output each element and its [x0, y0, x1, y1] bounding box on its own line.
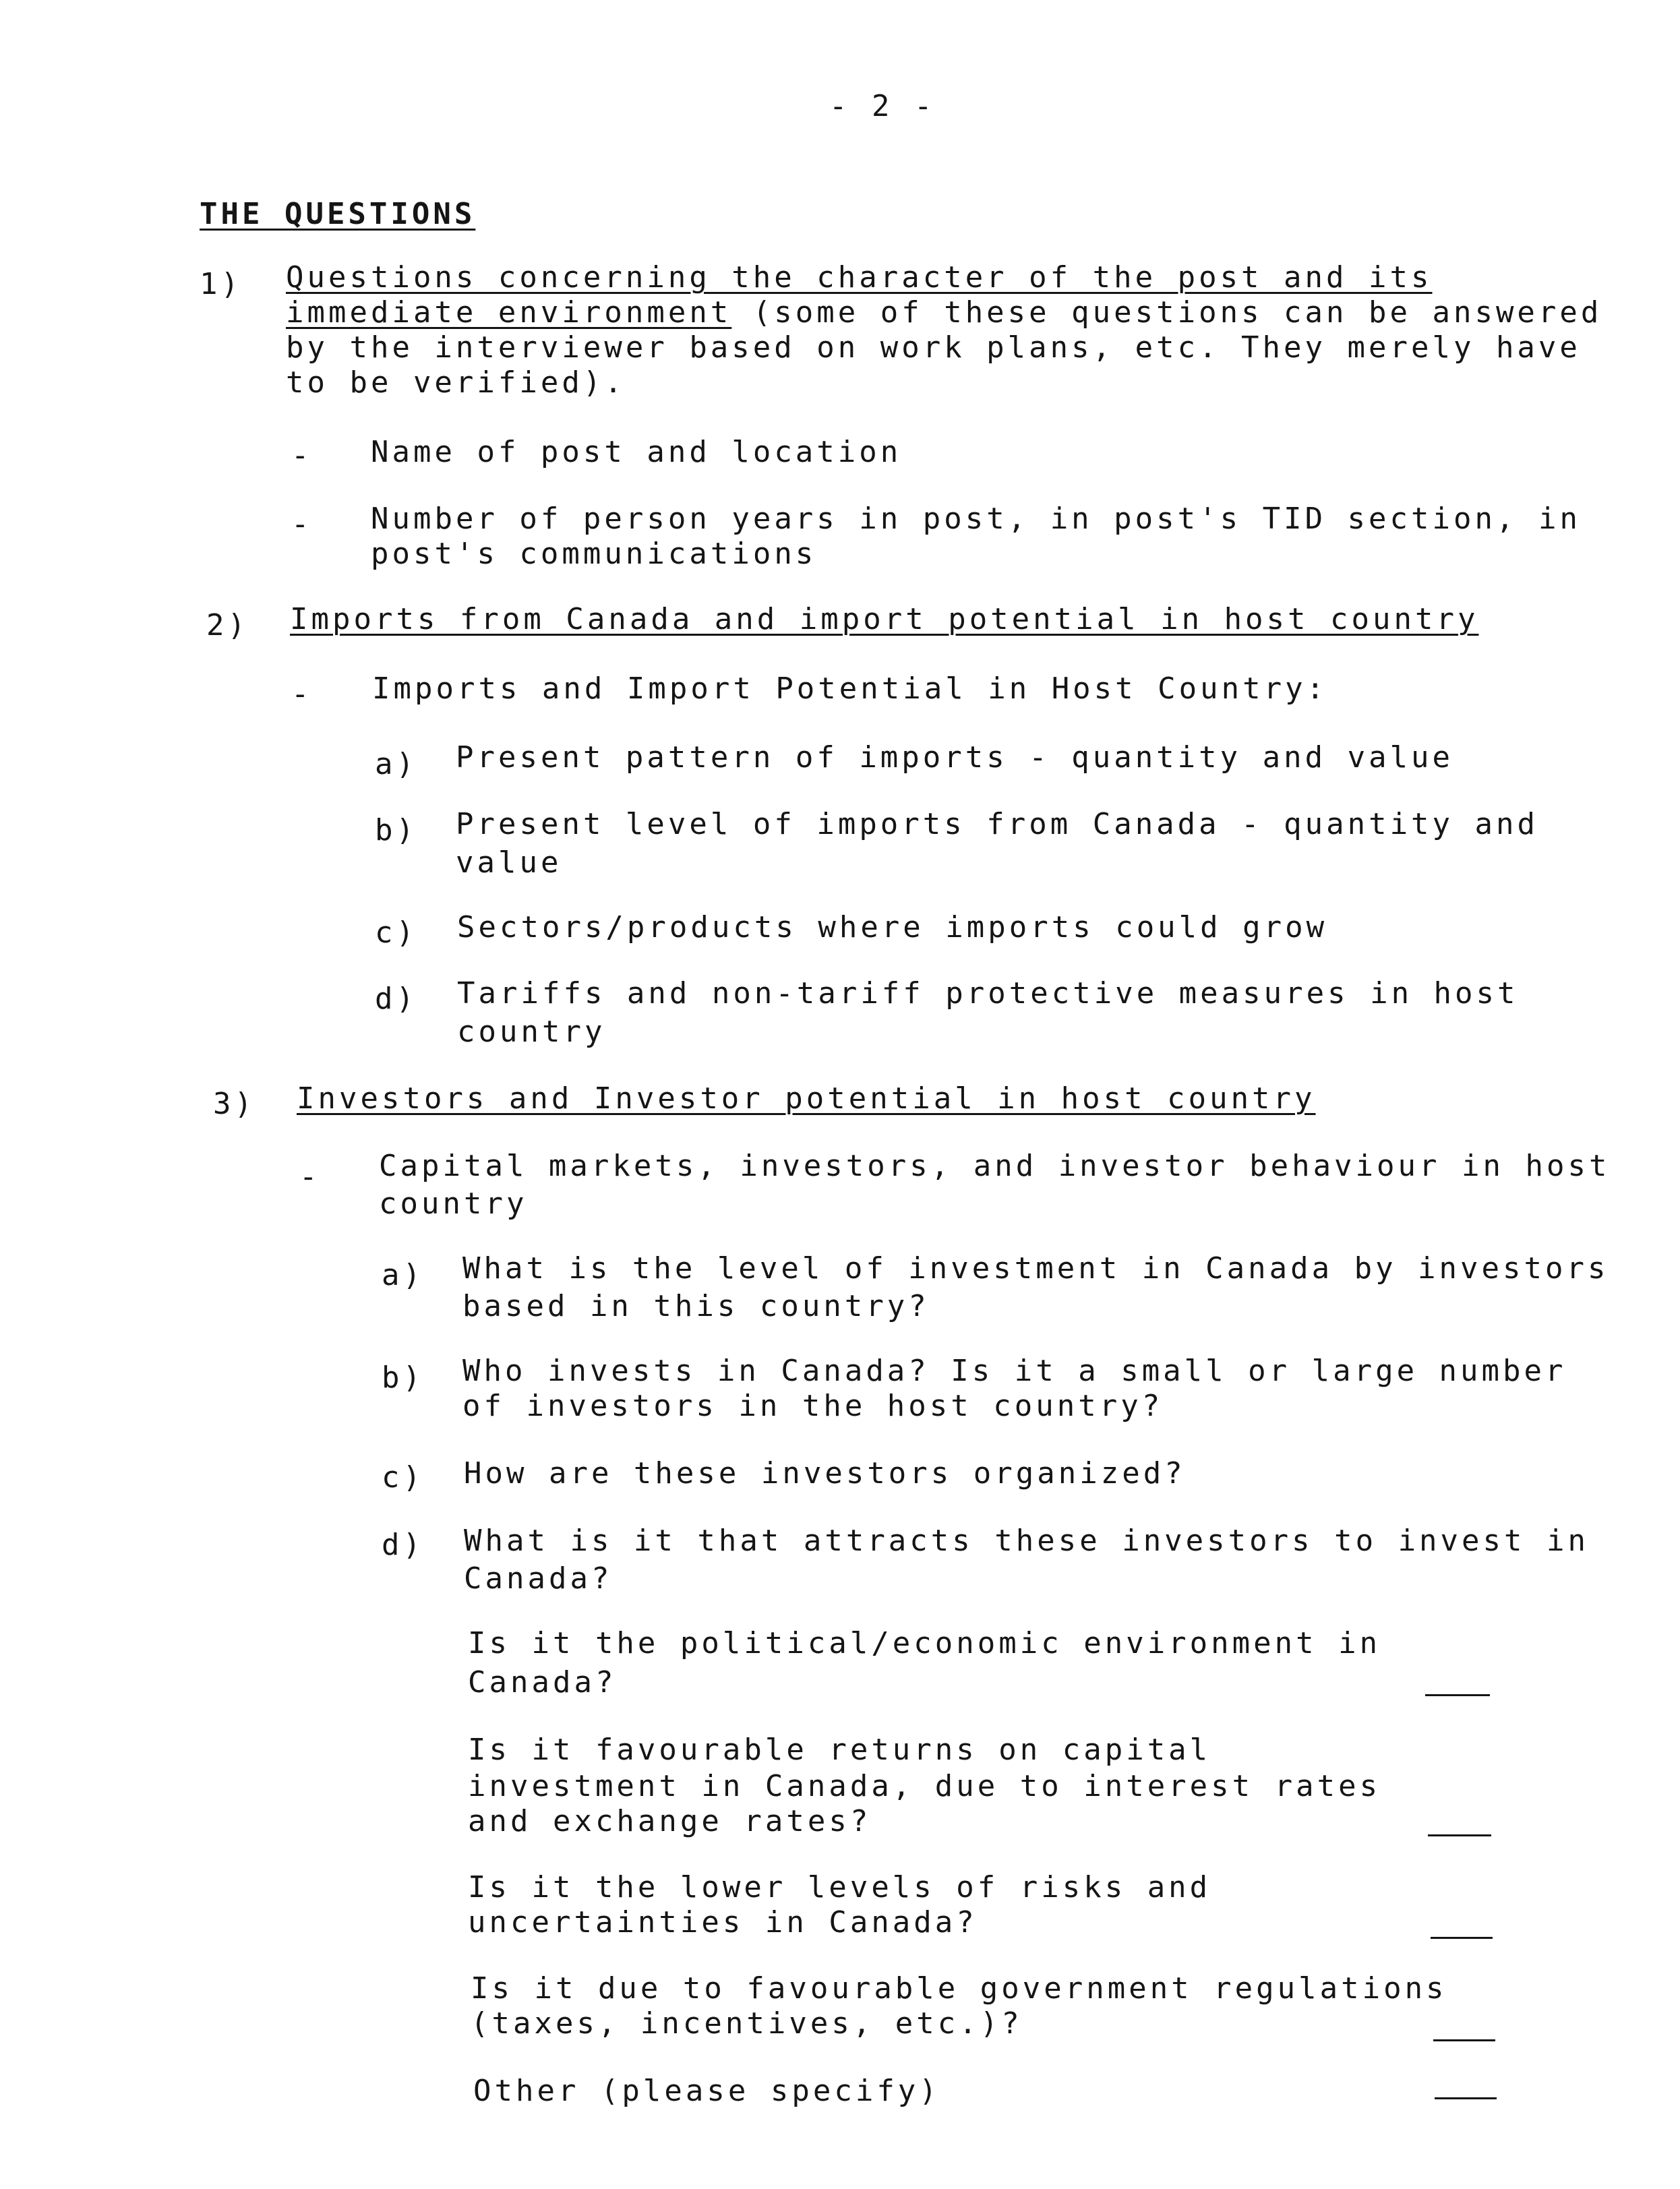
bullet-dash: -: [291, 438, 313, 473]
section-1-bullet-2-line-2: post's communications: [371, 537, 817, 571]
page-heading: THE QUESTIONS: [200, 197, 476, 231]
section-2-number: 2): [206, 608, 249, 642]
bullet-dash: -: [291, 677, 313, 711]
section-3-item-d-line-2: Canada?: [464, 1561, 613, 1596]
section-1-title-line-2: [286, 295, 1602, 330]
item-label-a: a): [375, 747, 417, 781]
section-3-bullet-line-1: Capital markets, investors, and investor behaviour in host: [379, 1149, 1611, 1183]
item-label-b: b): [382, 1360, 424, 1395]
checklist-item-1-line-2: Canada?: [468, 1665, 617, 1700]
checklist-blank-2[interactable]: [1428, 1834, 1491, 1836]
checklist-blank-4[interactable]: [1433, 2039, 1495, 2041]
section-2-item-d-line-1: Tariffs and non-tariff protective measures in host: [457, 976, 1519, 1011]
item-label-b: b): [375, 813, 417, 847]
item-label-d: d): [375, 982, 417, 1016]
checklist-item-2-line-1: Is it favourable returns on capital: [468, 1733, 1211, 1767]
section-2-item-b-line-1: Present level of imports from Canada - quantity and: [456, 807, 1539, 841]
page-number: - 2 -: [829, 89, 936, 123]
section-3-number: 3): [213, 1087, 256, 1121]
checklist-item-1-line-1: Is it the political/economic environment in: [468, 1626, 1381, 1660]
section-1-line-4: to be verified).: [286, 365, 626, 400]
section-1-number: 1): [200, 267, 242, 301]
bullet-dash: -: [291, 507, 313, 541]
section-1-bullet-2-line-1: Number of person years in post, in post's TID section, in: [371, 502, 1581, 536]
checklist-item-3-line-1: Is it the lower levels of risks and: [468, 1870, 1211, 1905]
checklist-blank-1[interactable]: [1425, 1694, 1490, 1696]
section-1-bullet-1: Name of post and location: [371, 435, 902, 469]
section-2-item-c: Sectors/products where imports could grow: [457, 910, 1328, 944]
section-2-bullet: Imports and Import Potential in Host Country:: [372, 671, 1328, 706]
checklist-item-4-line-2: (taxes, incentives, etc.)?: [471, 2006, 1023, 2041]
section-1-note: (some of these questions can be answered: [731, 295, 1602, 330]
section-3-item-c: How are these investors organized?: [464, 1456, 1186, 1491]
section-3-bullet-line-2: country: [379, 1187, 528, 1221]
checklist-blank-5[interactable]: [1435, 2097, 1497, 2099]
item-label-d: d): [382, 1528, 424, 1562]
section-3-item-a-line-1: What is the level of investment in Canada by investors: [462, 1251, 1609, 1286]
section-2-title: Imports from Canada and import potential in host country: [290, 602, 1479, 636]
checklist-blank-3[interactable]: [1431, 1937, 1493, 1939]
section-3-item-b-line-1: Who invests in Canada? Is it a small or large number: [462, 1354, 1567, 1388]
item-label-c: c): [375, 916, 417, 950]
bullet-dash: -: [299, 1160, 321, 1194]
checklist-item-4-line-1: Is it due to favourable government regulations: [471, 1971, 1447, 2006]
section-3-title: Investors and Investor potential in host country: [297, 1081, 1316, 1116]
checklist-item-5: Other (please specify): [473, 2074, 940, 2108]
section-2-item-b-line-2: value: [456, 845, 562, 880]
section-2-item-d-line-2: country: [457, 1015, 606, 1049]
section-1-title-underlined: immediate environment: [286, 295, 732, 330]
section-1-line-3: by the interviewer based on work plans, etc. They merely have: [286, 330, 1581, 365]
section-1-title-line-1: Questions concerning the character of the post and its: [286, 260, 1433, 295]
item-label-a: a): [382, 1258, 424, 1292]
section-2-item-a: Present pattern of imports - quantity and value: [456, 740, 1454, 775]
section-3-item-d-line-1: What is it that attracts these investors to invest in: [464, 1524, 1589, 1558]
checklist-item-2-line-3: and exchange rates?: [468, 1804, 872, 1838]
section-3-item-a-line-2: based in this country?: [462, 1289, 930, 1323]
checklist-item-3-line-2: uncertainties in Canada?: [468, 1905, 978, 1940]
checklist-item-2-line-2: investment in Canada, due to interest rates: [468, 1769, 1381, 1803]
section-3-item-b-line-2: of investors in the host country?: [462, 1389, 1164, 1423]
item-label-c: c): [382, 1460, 424, 1495]
